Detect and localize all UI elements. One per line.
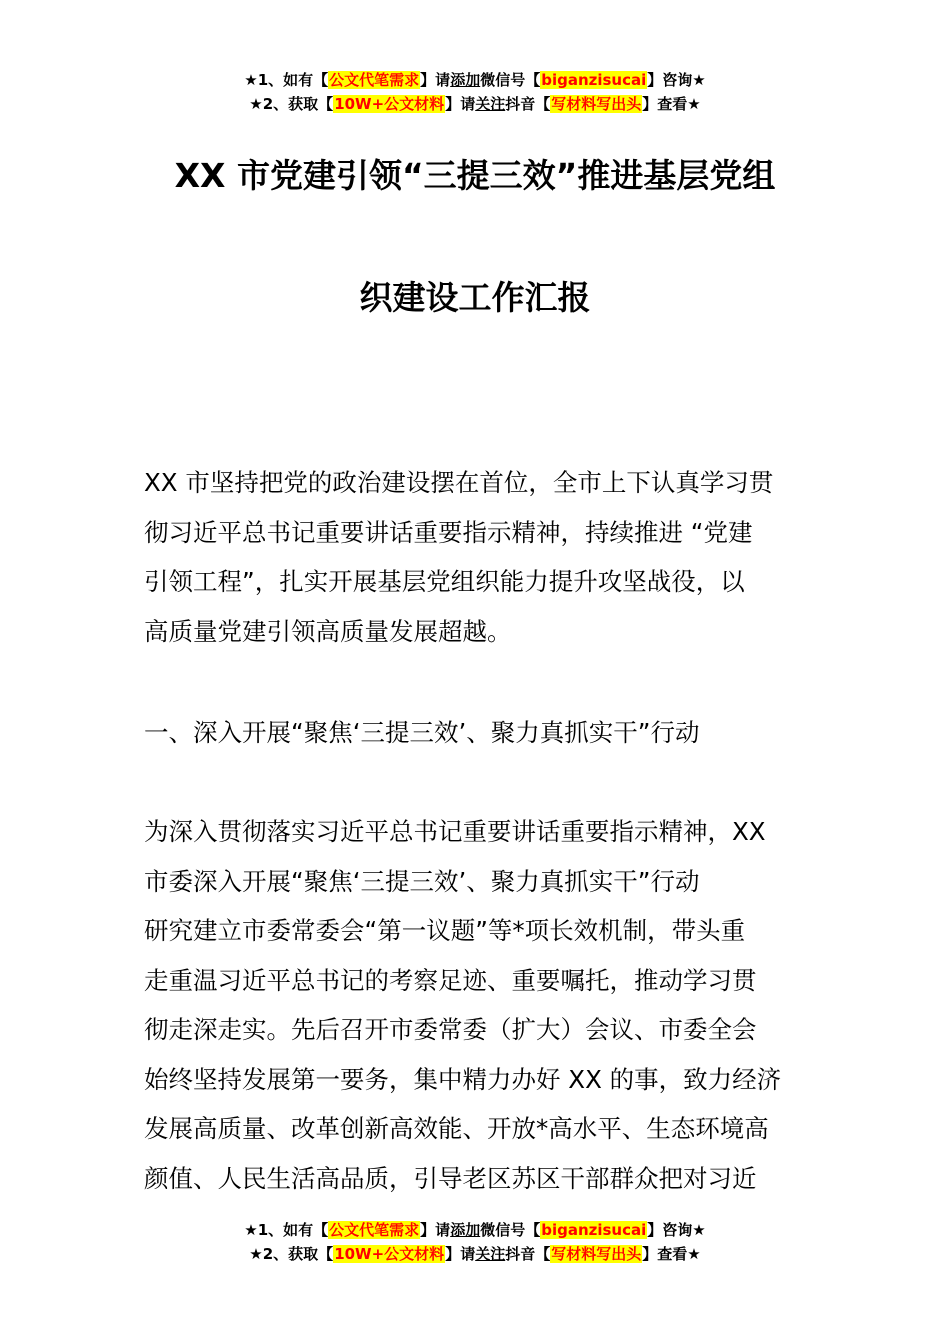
section-1-paragraph [144, 807, 808, 1203]
underlined-follow: 关注 [475, 1245, 506, 1263]
paragraph-line: 引领工程”，扎实开展基层党组织能力提升攻坚战役，以 [144, 567, 745, 596]
footer-banner [0, 1218, 950, 1266]
banner-text: ★1、如有【 [244, 1221, 329, 1239]
highlight-materials: 10W+公文材料 [334, 1245, 445, 1263]
banner-text: ★1、如有【 [244, 71, 329, 89]
banner-text: 抖音【 [505, 95, 551, 113]
highlight-ghostwriting: 公文代笔需求 [329, 71, 420, 89]
highlight-douyin-account: 写材料写出头 [551, 1245, 642, 1263]
banner-text: 】查看★ [642, 1245, 701, 1263]
banner-text: ★2、获取【 [249, 95, 334, 113]
highlight-ghostwriting: 公文代笔需求 [329, 1221, 420, 1239]
paragraph-line: 为深入贯彻落实习近平总书记重要讲话重要指示精神，XX [144, 817, 766, 846]
banner-text: 微信号【 [480, 71, 541, 89]
banner-text: ★2、获取【 [249, 1245, 334, 1263]
paragraph-line: 发展高质量、改革创新高效能、开放*高水平、生态环境高 [144, 1114, 769, 1143]
paragraph-line: 始终坚持发展第一要务，集中精力办好 XX 的事，致力经济 [144, 1064, 782, 1094]
banner-text: 微信号【 [480, 1221, 541, 1239]
banner-line-1 [0, 68, 950, 92]
banner-line-2 [0, 92, 950, 116]
underlined-add: 添加 [450, 1221, 481, 1239]
banner-text: 】请 [445, 95, 476, 113]
paragraph-line: 高质量党建引领高质量发展超越。 [144, 616, 512, 646]
highlight-wechat-id: biganzisucai [541, 1221, 647, 1239]
document-title-line-2: 织建设工作汇报 [359, 278, 591, 317]
paragraph-line: 走重温习近平总书记的考察足迹、重要嘱托，推动学习贯 [144, 965, 757, 995]
highlight-materials: 10W+公文材料 [334, 95, 445, 113]
intro-paragraph [144, 458, 808, 656]
banner-line-1 [0, 1218, 950, 1242]
underlined-follow: 关注 [475, 95, 506, 113]
paragraph-line: 市委深入开展“聚焦‘三提三效’、聚力真抓实干”行动 [144, 866, 700, 896]
banner-line-2 [0, 1242, 950, 1266]
underlined-add: 添加 [450, 71, 481, 89]
banner-text: 】请 [420, 71, 451, 89]
banner-text: 】请 [445, 1245, 476, 1263]
heading-text: 一、深入开展“聚焦‘三提三效’、聚力真抓实干”行动 [144, 718, 700, 747]
paragraph-line: XX 市坚持把党的政治建设摆在首位，全市上下认真学习贯 [144, 468, 774, 497]
highlight-douyin-account: 写材料写出头 [551, 95, 642, 113]
banner-text: 】咨询★ [647, 1221, 706, 1239]
banner-text: 抖音【 [505, 1245, 551, 1263]
document-title-line-1: XX 市党建引领“三提三效”推进基层党组 [174, 156, 776, 195]
section-heading-1 [144, 708, 808, 758]
banner-text: 】请 [420, 1221, 451, 1239]
paragraph-line: 彻走深走实。先后召开市委常委（扩大）会议、市委全会 [144, 1015, 757, 1044]
banner-text: 】查看★ [642, 95, 701, 113]
paragraph-line: 研究建立市委常委会“第一议题”等*项长效机制，带头重 [144, 916, 746, 945]
highlight-wechat-id: biganzisucai [541, 71, 647, 89]
paragraph-line: 颜值、人民生活高品质，引导老区苏区干部群众把对习近 [144, 1163, 757, 1193]
paragraph-line: 彻习近平总书记重要讲话重要指示精神，持续推进 “党建 [144, 517, 753, 547]
header-banner [0, 68, 950, 116]
banner-text: 】咨询★ [647, 71, 706, 89]
